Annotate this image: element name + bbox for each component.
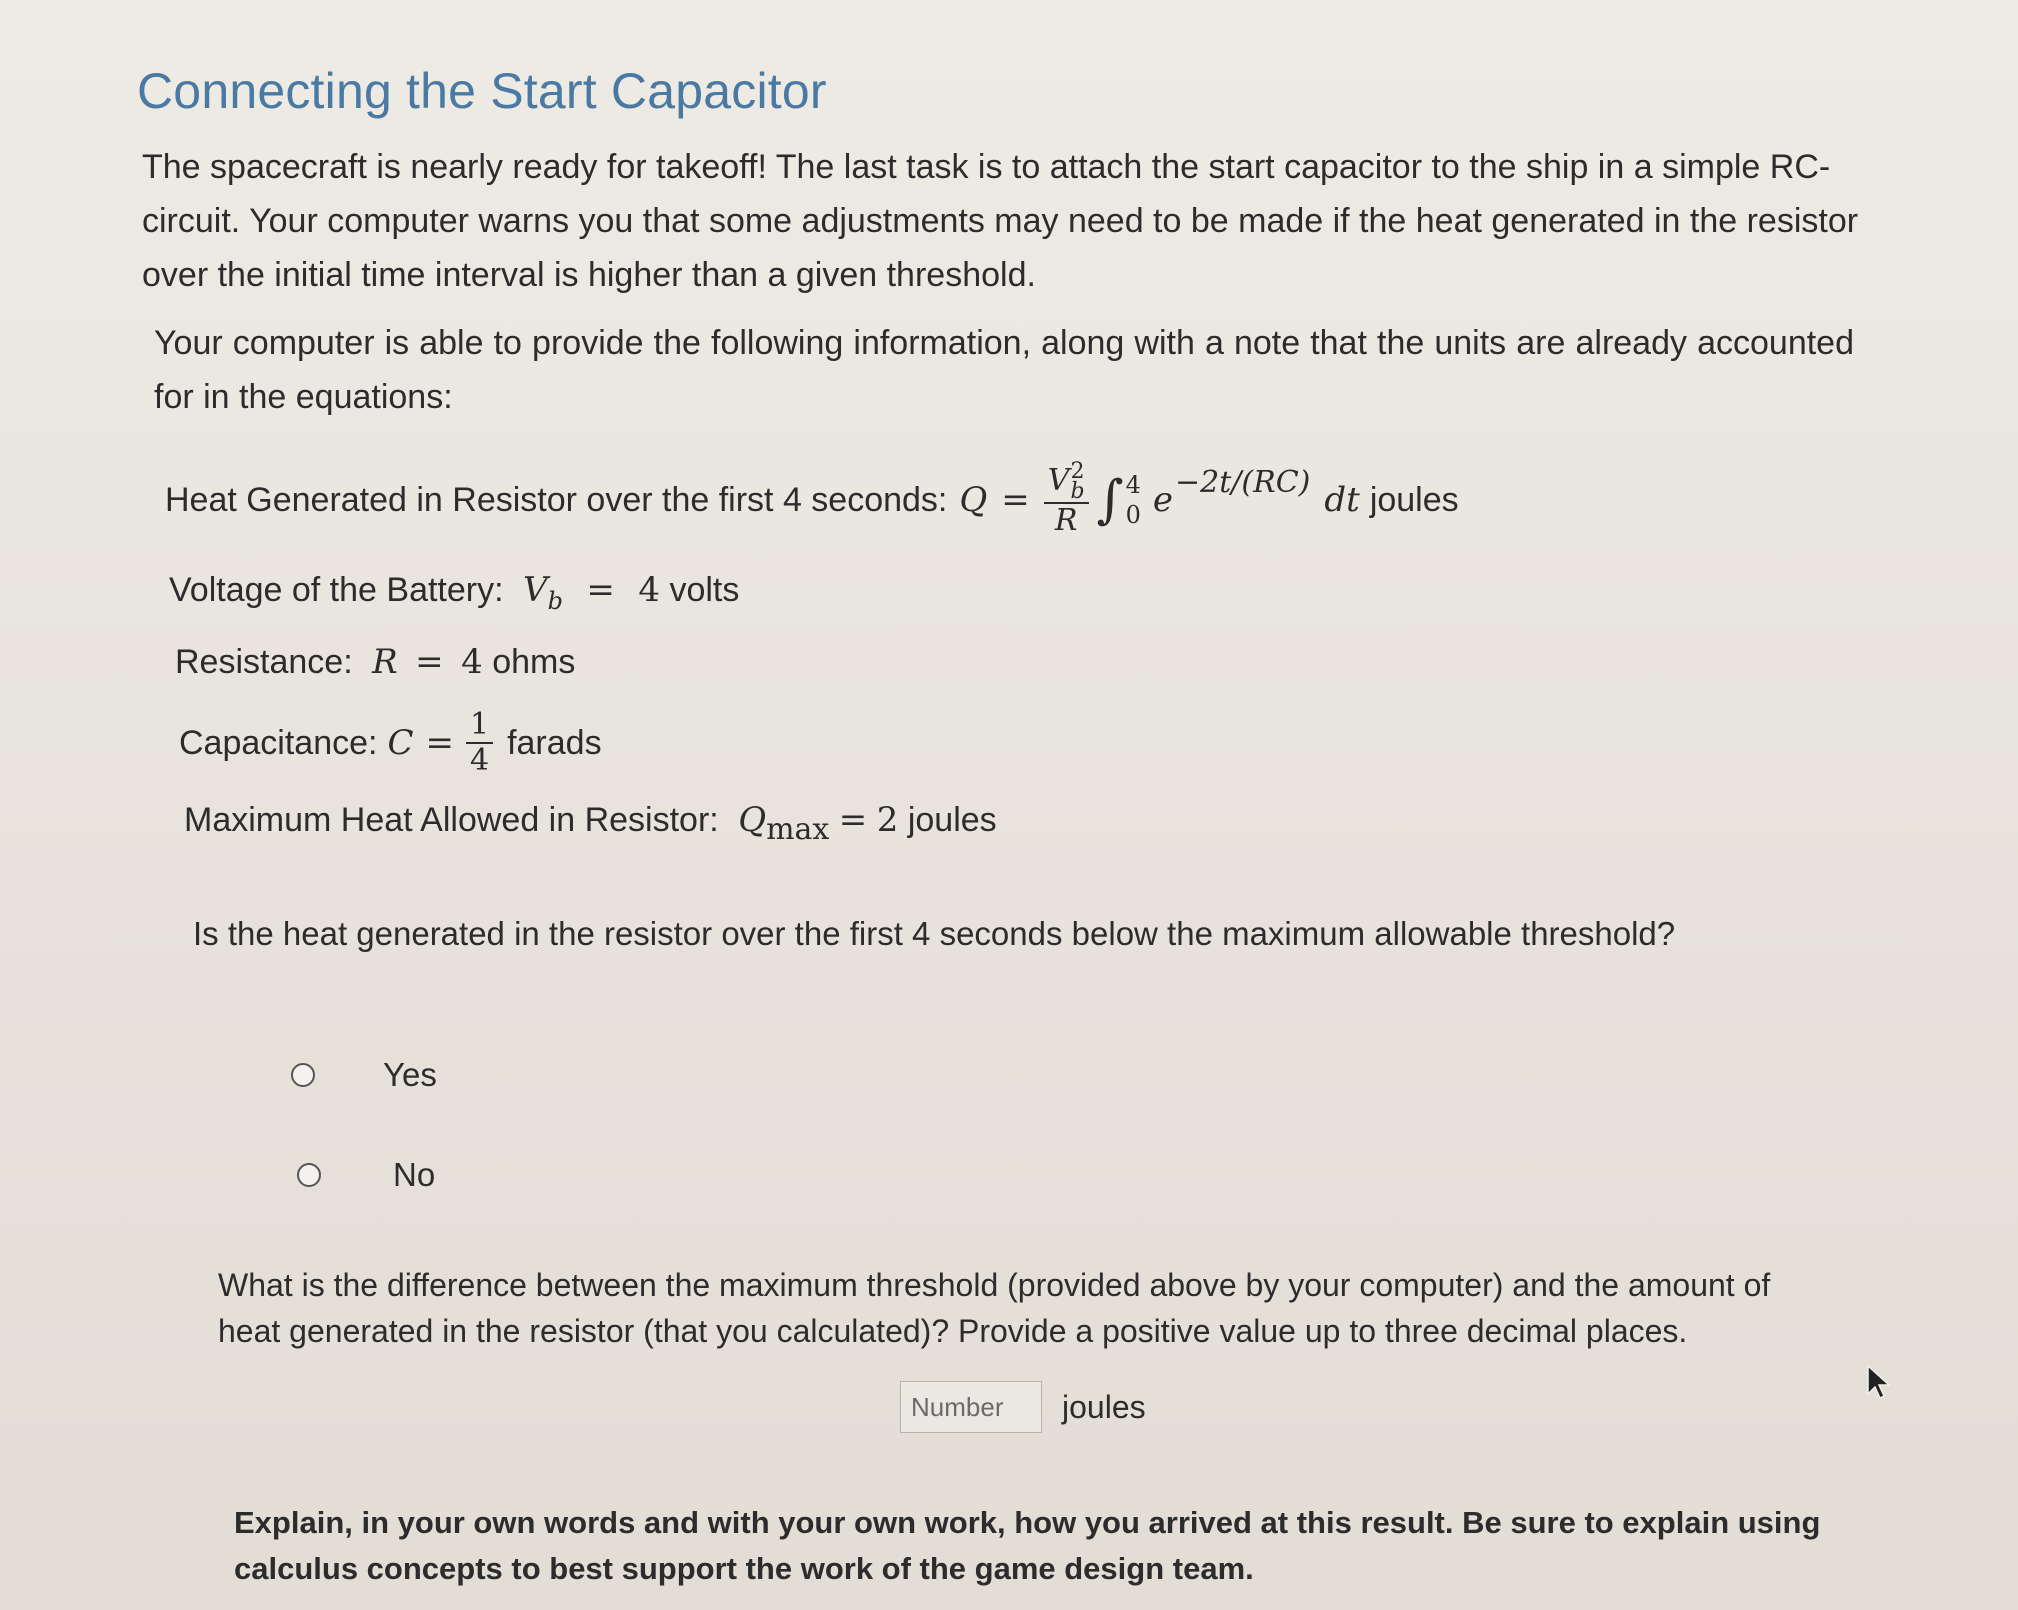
capacitance-line: [179, 702, 602, 784]
heat-unit: joules: [1369, 480, 1459, 519]
heat-eq-sign: =: [1001, 480, 1030, 520]
resistance-value: 4: [461, 642, 483, 682]
heat-label: Heat Generated in Resistor over the first 4 seconds:: [165, 480, 948, 519]
heat-dt: dt: [1324, 480, 1360, 520]
voltage-value: 4: [638, 570, 660, 610]
capacitance-unit: farads: [507, 723, 602, 762]
yes-label[interactable]: Yes: [383, 1056, 437, 1093]
voltage-label: Voltage of the Battery:: [169, 571, 504, 609]
max-heat-line: [184, 800, 997, 847]
page-title: Connecting the Start Capacitor: [137, 63, 827, 119]
option-no[interactable]: [297, 1156, 435, 1194]
integrand-e: e: [1152, 480, 1174, 520]
difference-question: What is the difference between the maximum threshold (provided above by your computer) and the amount of heat generated in the resistor (that you calculated)? Provide a positive value up to three decimal places.: [218, 1267, 1771, 1349]
capacitance-eq-sign: =: [425, 723, 454, 763]
yes-radio[interactable]: [291, 1063, 315, 1087]
max-heat-unit: joules: [907, 801, 997, 839]
difference-number-input[interactable]: [900, 1381, 1042, 1433]
heat-num-sub: b: [1070, 479, 1085, 504]
resistance-unit: ohms: [492, 643, 576, 681]
voltage-line: [169, 570, 739, 615]
answer-row: [900, 1381, 1146, 1433]
option-yes[interactable]: [291, 1056, 437, 1094]
no-label[interactable]: No: [393, 1156, 436, 1193]
heat-symbol: Q: [959, 480, 988, 520]
no-radio[interactable]: [297, 1163, 321, 1187]
voltage-subscript: b: [547, 586, 563, 615]
info-intro-text: Your computer is able to provide the following information, along with a note that the units are already accounted for in the equations:: [154, 324, 1854, 416]
integral-lower: 0: [1125, 501, 1141, 529]
voltage-symbol: V: [523, 570, 548, 610]
voltage-unit: volts: [669, 571, 740, 609]
resistance-eq-sign: =: [415, 642, 444, 682]
capacitance-symbol: C: [387, 723, 414, 763]
capacitance-num: 1: [466, 708, 493, 744]
heat-num-symbol: V: [1047, 463, 1070, 498]
max-heat-symbol: Q: [738, 800, 767, 840]
heat-den-symbol: R: [1054, 503, 1078, 538]
max-heat-subscript: max: [766, 811, 830, 847]
capacitance-den: 4: [469, 743, 490, 778]
resistance-line: [175, 642, 575, 682]
threshold-question: Is the heat generated in the resistor over the first 4 seconds below the maximum allowable threshold?: [193, 915, 1676, 952]
resistance-symbol: R: [372, 642, 398, 682]
integral-upper: 4: [1125, 471, 1141, 499]
integral-sign: ∫: [1096, 470, 1124, 530]
max-heat-value: 2: [876, 800, 899, 840]
heat-num-sup: 2: [1070, 459, 1085, 484]
heat-fraction: [1044, 459, 1089, 538]
heat-equation-line: [165, 445, 1459, 555]
max-heat-label: Maximum Heat Allowed in Resistor:: [184, 801, 719, 839]
answer-unit: joules: [1062, 1388, 1146, 1425]
explain-prompt: Explain, in your own words and with your own work, how you arrived at this result. Be sure to explain using calculus concepts to best support the work of the game design team.: [234, 1505, 1821, 1586]
max-heat-eq-sign: =: [838, 800, 868, 840]
intro-text: The spacecraft is nearly ready for takeoff! The last task is to attach the start capacitor to the ship in a simple RC-circuit. Your computer warns you that some adjustments may need to be made if the heat generated in the resistor over the initial time interval is higher than a given threshold.: [142, 148, 1859, 294]
mouse-pointer-icon: [1864, 1364, 1892, 1400]
resistance-label: Resistance:: [175, 643, 353, 681]
integrand-exponent: −2t/(RC): [1175, 464, 1311, 500]
capacitance-fraction: [466, 708, 493, 778]
capacitance-label: Capacitance:: [179, 723, 378, 762]
voltage-eq-sign: =: [586, 570, 615, 610]
